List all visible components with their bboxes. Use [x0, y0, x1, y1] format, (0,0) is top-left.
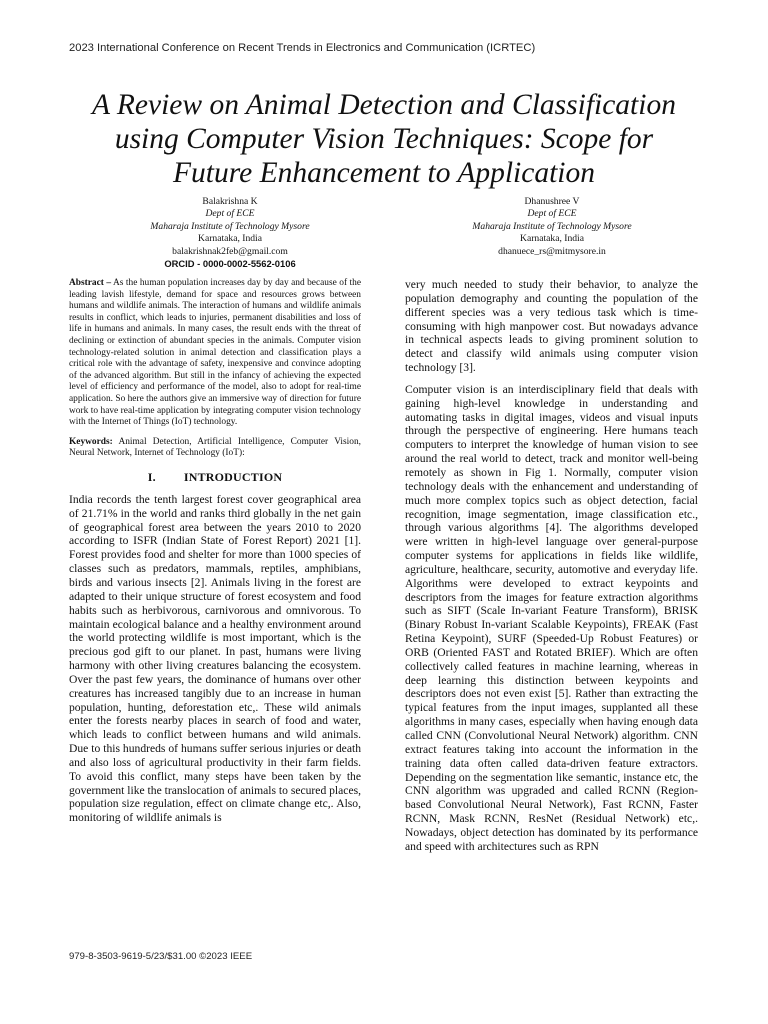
section-heading-introduction	[69, 470, 361, 485]
title-line: A Review on Animal Detection and Classification	[92, 89, 676, 121]
copyright-footer: 979-8-3503-9619-5/23/$31.00 ©2023 IEEE	[69, 951, 253, 962]
author-email[interactable]: dhanuece_rs@mitmysore.in	[498, 245, 606, 257]
author-dept: Dept of ECE	[527, 208, 577, 220]
author-block-2	[402, 196, 702, 258]
author-dept: Dept of ECE	[205, 208, 255, 220]
author-institute: Maharaja Institute of Technology Mysore	[150, 220, 310, 232]
author-location: Karnataka, India	[520, 233, 584, 245]
body-paragraph: Computer vision is an interdisciplinary field that deals with gaining high-level knowledge in understanding and automating tasks in digital images, videos and visual inputs through the perspective of engineering. Here humans teach computers to interpret the knowledge of human vision to see around the real world to detect, track and monitor well-being remotely as shown in Fig 1. Normally, computer vision technology deals with the enhancement and understanding of much more complex topics such as object detection, facial recognition, image segmentation, image classification etc., through various algorithms [4]. The algorithms developed were written in high-level language over general-purpose computer systems for applications in fields like wildlife, agriculture, healthcare, security, automotive and everyday life. Algorithms were developed to extract keypoints and descriptors from the images for feature extraction algorithms such as SIFT (Scale In-variant Feature Transform), BRISK (Binary Robust In-variant Scalable Keypoints), FREAK (Fast Retina Keypoint), SURF (Speeded-Up Robust Features) or ORB (Oriented FAST and Rotated BRIEF). Which are often collectively called features in machine learning, whereas in deep learning this distinction between keypoints and descriptors does not even exist [5]. Rather than extracting the typical features from the input images, supplanted all these algorithms in many cases, especially when having enough data called CNN (Convolutional Neural Network) algorithm. CNN extract features taking into account the information in the training data often called data-driven feature extractors. Depending on the segmentation like semantic, instance etc, the CNN algorithm was upgraded and called RCNN (Region-based Convolutional Neural Network), Fast RCNN, Faster RCNN, Mask RCNN, ResNet (Residual Network) etc,. Nowadays, object detection has dominated by its performance and speed with architectures such as RPN	[405, 382, 698, 853]
abstract	[69, 278, 361, 429]
author-name: Dhanushree V	[524, 196, 580, 207]
author-institute: Maharaja Institute of Technology Mysore	[472, 220, 632, 232]
left-column	[69, 278, 361, 825]
conference-header: 2023 International Conference on Recent Trends in Electronics and Communication (ICRTEC)	[69, 42, 536, 54]
title-line: Future Enhancement to Application	[173, 157, 595, 189]
abstract-text: As the human population increases day by day and because of the leading lavish lifestyle, demand for space and resources grows between humans and wildlife animals. The interaction of humans and wildlife animals results in conflict, which leads to injuries, permanent disabilities and loss of life in humans and animals. In many cases, the result ends with the threat of declining or extinction of abundant species in the animals. Computer vision technology-related solution in animal detection and classification plays a critical role with the advantage of safety, inexpensive and convince adopting of the advanced algorithm. But still in the infancy of achieving the expected level of efficiency and performance of the model, also to adopt for real-time application. So here the authors give an immersive way of direction for future work to have real-time application by integrating computer vision technology with the Internet of Things (IoT) technology.	[69, 278, 361, 428]
abstract-label: Abstract –	[69, 278, 112, 288]
author-orcid: ORCID - 0000-0002-5562-0106	[164, 258, 296, 270]
keywords	[69, 437, 361, 460]
author-email[interactable]: balakrishnak2feb@gmail.com	[172, 245, 288, 257]
body-paragraph: very much needed to study their behavior, to analyze the population demography and counting the population of the different species was a very tedious task which is time-consuming with high manpower cost. But nowadays advance in technical aspects leads to giving prominent solution to detect and classify wild animals using computer vision technology [3].	[405, 278, 698, 375]
section-title: INTRODUCTION	[183, 469, 283, 484]
author-name: Balakrishna K	[202, 196, 258, 207]
title-line: using Computer Vision Techniques: Scope for	[114, 123, 654, 155]
intro-paragraph: India records the tenth largest forest cover geographical area of 21.71% in the world and ranks third globally in the net gain of geographical forest area between the years 2010 to 2020 according to ISFR (Indian State of Forest Report) 2021 [1]. Forest provides food and shelter for more than 1000 species of classes such as predators, mammals, reptiles, amphibians, birds and various insects [2]. Animals living in the forest are adapted to their unique structure of forest ecosystem and food habits such as herbivorous, carnivorous and omnivorous. To maintain ecological balance and a healthy environment around the world protecting wildlife is most important, which is the precious god gift to our planet. In past, humans were living harmony with other living creatures balancing the ecosystem. Over the past few years, the dominance of humans over other creatures has increased tangibly due to an increase in human population, hunting, deforestation etc,. These wild animals enter the forests nearby places in search of food and water, which leads to conflict between humans and wild animals. Due to this hundreds of humans suffer serious injuries or death and also loss of agricultural productivity in their farm fields. To avoid this conflict, many steps have been taken by the government like the translocation of animals to secured places, population size regulation, effect on climate change etc,. Also, monitoring of wildlife animals is	[69, 492, 362, 825]
keywords-label: Keywords:	[69, 436, 113, 447]
paper-title	[40, 88, 728, 190]
author-location: Karnataka, India	[198, 233, 262, 245]
author-block-1	[80, 196, 380, 270]
section-number: I.	[147, 469, 156, 484]
right-column	[405, 278, 698, 854]
keywords-text: Animal Detection, Artificial Intelligence, Computer Vision, Neural Network, Internet of Technology (IoT):	[69, 436, 361, 459]
